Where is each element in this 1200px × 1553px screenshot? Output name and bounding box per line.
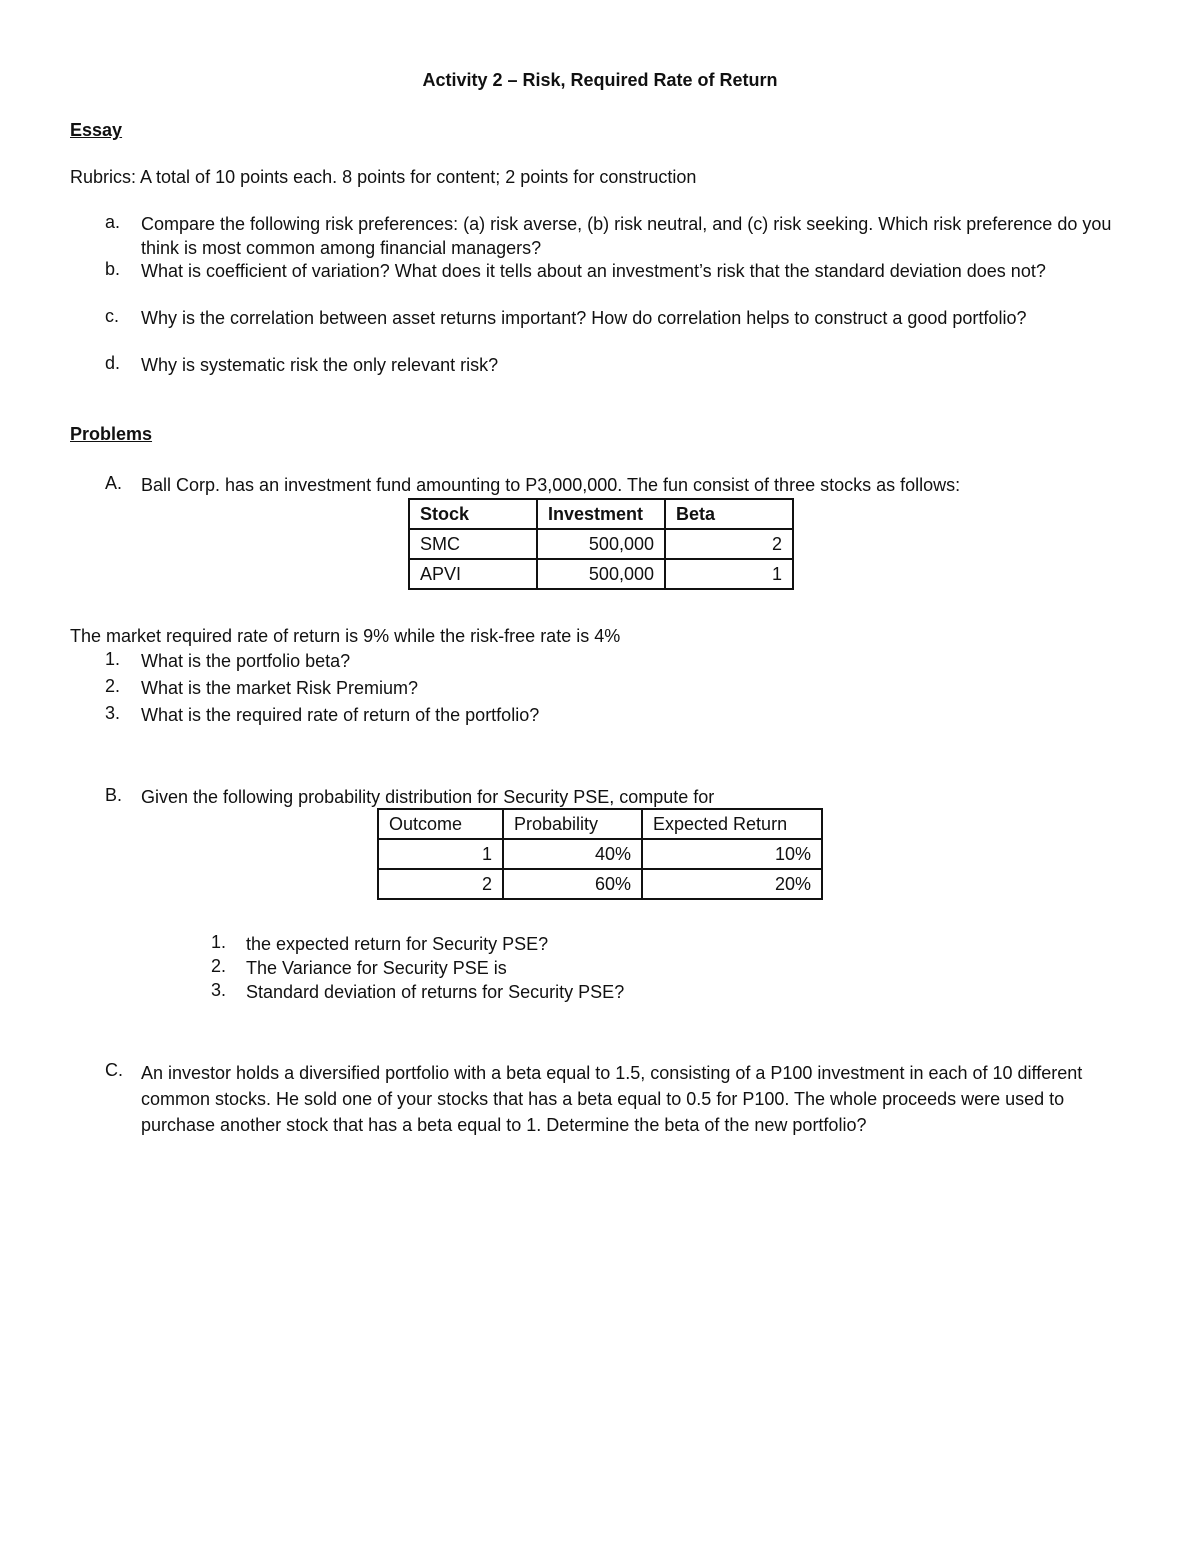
table-row xyxy=(378,839,822,869)
rubrics-text: Rubrics: A total of 10 points each. 8 points for content; 2 points for construction xyxy=(70,167,697,187)
table-header-cell: Investment xyxy=(537,499,665,529)
table-cell: 1 xyxy=(378,839,503,869)
table-row xyxy=(409,559,793,589)
essay-item-marker: c. xyxy=(105,306,120,326)
question-marker: 2. xyxy=(211,956,227,976)
question-marker: 3. xyxy=(211,980,227,1000)
stock-table xyxy=(408,498,794,590)
table-cell: 20% xyxy=(642,869,822,899)
market-note: The market required rate of return is 9% while the risk-free rate is 4% xyxy=(70,626,621,646)
essay-heading: Essay xyxy=(70,120,123,140)
table-header-row xyxy=(378,809,822,839)
question-text: The Variance for Security PSE is xyxy=(246,958,507,978)
question-text: What is the portfolio beta? xyxy=(141,651,351,671)
problems-heading: Problems xyxy=(70,424,153,444)
table-row xyxy=(378,869,822,899)
table-cell: SMC xyxy=(409,529,537,559)
question-marker: 1. xyxy=(211,932,227,952)
essay-item-text: Why is systematic risk the only relevant risk? xyxy=(141,355,499,375)
question-text: What is the required rate of return of the portfolio? xyxy=(141,705,540,725)
essay-item-text: Compare the following risk preferences: (a) risk averse, (b) risk neutral, and (c) risk seeking. Which risk preference do you think is most common among financial managers? xyxy=(141,214,1112,258)
problem-b-marker: B. xyxy=(105,785,123,805)
question-marker: 3. xyxy=(105,703,121,723)
table-header-cell: Probability xyxy=(503,809,642,839)
problem-a-marker: A. xyxy=(105,473,123,493)
table-cell: 500,000 xyxy=(537,559,665,589)
essay-item-marker: b. xyxy=(105,259,121,279)
table-row xyxy=(409,529,793,559)
essay-item-marker: d. xyxy=(105,353,121,373)
essay-item-marker: a. xyxy=(105,212,121,232)
question-text: the expected return for Security PSE? xyxy=(246,934,549,954)
problem-c-marker: C. xyxy=(105,1060,123,1080)
question-text: Standard deviation of returns for Security PSE? xyxy=(246,982,625,1002)
table-cell: 10% xyxy=(642,839,822,869)
table-cell: 2 xyxy=(665,529,793,559)
problem-c-text: An investor holds a diversified portfolio with a beta equal to 1.5, consisting of a P100 investment in each of 10 different common stocks. He sold one of your stocks that has a beta equal to 0.5 for P100. The whole proceeds were used to purchase another stock that has a beta equal to 1. Determine the beta of the new portfolio? xyxy=(141,1063,1083,1135)
question-marker: 1. xyxy=(105,649,121,669)
table-cell: 2 xyxy=(378,869,503,899)
page-title: Activity 2 – Risk, Required Rate of Return xyxy=(422,70,778,90)
problem-b-text: Given the following probability distribution for Security PSE, compute for xyxy=(141,787,715,807)
table-cell: APVI xyxy=(409,559,537,589)
table-header-row xyxy=(409,499,793,529)
table-header-cell: Beta xyxy=(665,499,793,529)
table-cell: 1 xyxy=(665,559,793,589)
table-header-cell: Expected Return xyxy=(642,809,822,839)
table-header-cell: Outcome xyxy=(378,809,503,839)
table-cell: 60% xyxy=(503,869,642,899)
table-cell: 40% xyxy=(503,839,642,869)
probability-table xyxy=(377,808,823,900)
table-header-cell: Stock xyxy=(409,499,537,529)
question-marker: 2. xyxy=(105,676,121,696)
question-text: What is the market Risk Premium? xyxy=(141,678,419,698)
table-cell: 500,000 xyxy=(537,529,665,559)
problem-a-text: Ball Corp. has an investment fund amounting to P3,000,000. The fun consist of three stocks as follows: xyxy=(141,475,961,495)
essay-item-text: Why is the correlation between asset returns important? How do correlation helps to construct a good portfolio? xyxy=(141,308,1027,328)
essay-item-text: What is coefficient of variation? What does it tells about an investment’s risk that the standard deviation does not? xyxy=(141,261,1046,281)
